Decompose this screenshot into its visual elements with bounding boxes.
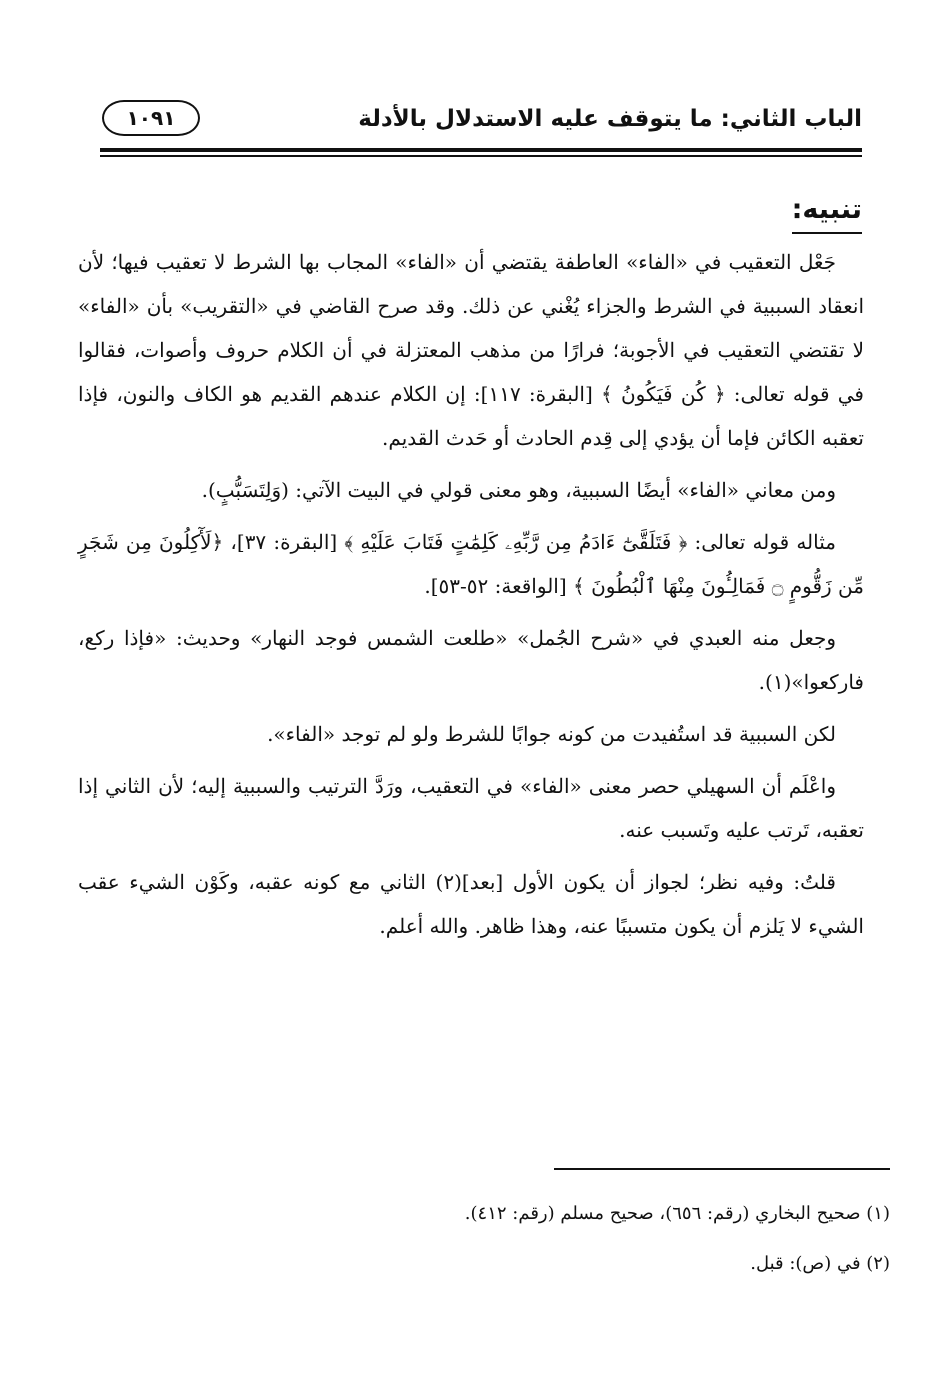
paragraph xyxy=(78,520,864,608)
paragraph-text: مثاله قوله تعالى: ﴿ فَتَلَقَّىٰٓ ءَادَمُ مِن رَّبِّهِۦ كَلِمَٰتٍ فَتَابَ عَلَيْهِ ﴾ [البقرة: ٣٧]، ﴿لَأٓكِلُونَ مِن شَجَرٍ مِّن زَقُّومٍ ۝ فَمَالِـُٔونَ مِنْهَا ٱلْبُطُونَ ﴾ [الواقعة: ٥٢-٥٣]. xyxy=(78,530,864,598)
footnote: (١) صحيح البخاري (رقم: ٦٥٦)، صحيح مسلم (رقم: ٤١٢). xyxy=(464,1203,890,1224)
footnote-separator xyxy=(554,1168,890,1170)
paragraph xyxy=(78,860,864,948)
footnote: (٢) في (ص): قبل. xyxy=(750,1253,890,1274)
header-rule-thick xyxy=(100,148,862,152)
paragraph xyxy=(78,764,864,852)
page-number: ١٠٩١ xyxy=(102,100,200,136)
paragraph xyxy=(78,468,864,512)
paragraph xyxy=(78,240,864,460)
paragraph-text: جَعْل التعقيب في «الفاء» العاطفة يقتضي أن «الفاء» المجاب بها الشرط لا تعقيب فيها؛ لأن انعقاد السببية في الشرط والجزاء يُغْني عن ذلك. وقد صرح القاضي في «التقريب» بأن «الفاء» لا تقتضي التعقيب في الأجوبة؛ فرارًا من مذهب المعتزلة في أن الكلام حروف وأصوات، فقالوا في قوله تعالى: ﴿ كُن فَيَكُونُ ﴾ [البقرة: ١١٧]: إن الكلام عندهم القديم هو الكاف والنون، فإذا تعقبه الكائن فإما أن يؤدي إلى قِدم الحادث أو حَدث القديم. xyxy=(78,250,864,450)
main-text xyxy=(78,190,864,956)
header-rule-thin xyxy=(100,155,862,157)
paragraph-text: قلتُ: وفيه نظر؛ لجواز أن يكون الأول [بعد](٢) الثاني مع كونه عقبه، وكَوْن الشيء عقب الشيء لا يَلزم أن يكون متسببًا عنه، وهذا ظاهر. والله أعلم. xyxy=(78,870,864,938)
running-header xyxy=(100,96,862,146)
paragraph xyxy=(78,616,864,704)
chapter-title: الباب الثاني: ما يتوقف عليه الاستدلال بالأدلة xyxy=(358,106,862,132)
footnotes xyxy=(78,1196,890,1296)
paragraph-text: ومن معاني «الفاء» أيضًا السببية، وهو معنى قولي في البيت الآتي: (وَلِتَسَبُّبٍ). xyxy=(201,478,836,502)
paragraph xyxy=(78,712,864,756)
paragraph-text: لكن السببية قد استُفيدت من كونه جوابًا للشرط ولو لم توجد «الفاء». xyxy=(267,722,836,746)
paragraph-text: واعْلَم أن السهيلي حصر معنى «الفاء» في التعقيب، ورَدَّ الترتيب والسببية إليه؛ لأن الثاني إذا تعقبه، تَرتب عليه وتَسبب عنه. xyxy=(78,774,864,842)
section-heading: تنبيه: xyxy=(792,190,862,234)
paragraph-text: وجعل منه العبدي في «شرح الجُمل» «طلعت الشمس فوجد النهار» وحديث: «فإذا ركع، فاركعوا»(١). xyxy=(78,626,864,694)
